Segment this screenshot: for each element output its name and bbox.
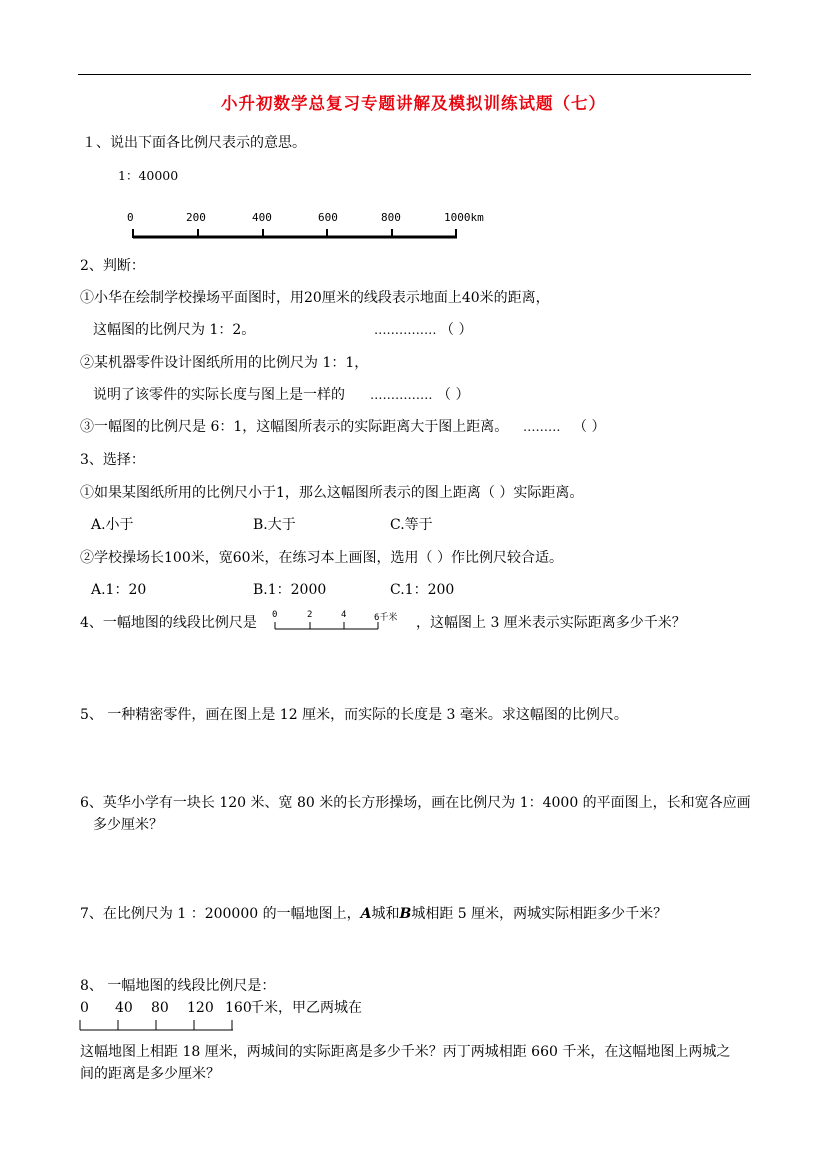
q4-text-after: ，这幅图上 3 厘米表示实际距离多少千米？ <box>416 615 686 631</box>
q2-item3-text: ③一幅图的比例尺是 6：1，这幅图所表示的实际距离大于图上距离。 <box>80 419 509 435</box>
q2-item1-answer-paren[interactable]: （ ） <box>440 322 473 338</box>
q2-item2-answer-paren[interactable]: （ ） <box>437 387 470 403</box>
q4-scale-label-6km: 6千米 <box>374 613 398 623</box>
q2-item1-line1: ①小华在绘制学校操场平面图时，用20厘米的线段表示地面上40米的距离， <box>80 290 550 306</box>
q2-item1-line2: 这幅图的比例尺为 1：2。 <box>93 322 256 338</box>
q2-item3-answer-paren[interactable]: （ ） <box>573 419 606 435</box>
q3-item2-text: ②学校操场长100米，宽60米，在练习本上画图，选用（ ）作比例尺较合适。 <box>80 550 563 566</box>
q2-heading: 2、判断： <box>80 258 145 274</box>
q8-scale-suffix: 千米，甲乙两城在 <box>250 1000 362 1016</box>
q3-item1-text: ①如果某图纸所用的比例尺小于1，那么这幅图所表示的图上距离（ ）实际距离。 <box>80 485 584 501</box>
page-title: 小升初数学总复习专题讲解及模拟训练试题（七） <box>221 94 606 113</box>
q1-scale-label-0: 0 <box>127 211 134 224</box>
q3-item1-option-a[interactable]: A.小于 <box>91 517 134 533</box>
q3-heading: 3、选择： <box>80 452 145 468</box>
q1-text: １、说出下面各比例尺表示的意思。 <box>82 135 306 151</box>
q3-item1-option-b[interactable]: B.大于 <box>253 517 296 533</box>
q8-scale-label-80: 80 <box>151 1000 169 1016</box>
q1-ratio: 1：40000 <box>118 168 179 183</box>
q2-item2-dots: …………… <box>370 387 433 402</box>
q8-scale-label-0: 0 <box>80 1000 89 1016</box>
q2-item1-dots: …………… <box>374 322 437 337</box>
q7-text-mid: 城和 <box>371 906 400 922</box>
q7-city-b: B <box>399 906 412 922</box>
q1-scale-label-600: 600 <box>318 211 338 224</box>
q8-scale-label-160: 160 <box>225 1000 252 1016</box>
q1-scale-label-800: 800 <box>381 211 401 224</box>
q5-text: 5、 一种精密零件，画在图上是 12 厘米，而实际的长度是 3 毫米。求这幅图的比例尺。 <box>80 707 628 723</box>
q3-item2-option-b[interactable]: B.1：2000 <box>253 582 327 598</box>
q7-text-after: 城相距 5 厘米，两城实际相距多少千米？ <box>411 906 668 922</box>
q4-scale-label-4: 4 <box>341 610 347 620</box>
q8-heading: 8、 一幅地图的线段比例尺是： <box>80 978 276 994</box>
q1-scale-label-1000km: 1000km <box>444 211 484 224</box>
q6-line2: 多少厘米？ <box>93 817 163 833</box>
q7-city-a: A <box>360 906 372 922</box>
q8-scale-label-120: 120 <box>187 1000 214 1016</box>
q7-text-before: 7、在比例尺为 1 ：200000 的一幅地图上， <box>80 906 361 922</box>
q2-item3-dots: ……… <box>523 419 561 434</box>
q6-line1: 6、英华小学有一块长 120 米、宽 80 米的长方形操场，画在比例尺为 1：4000 的平面图上，长和宽各应画 <box>80 795 751 811</box>
q4-scale-label-2: 2 <box>307 610 313 620</box>
q1-scale-label-200: 200 <box>186 211 206 224</box>
q2-item2-line1: ②某机器零件设计图纸所用的比例尺为 1：1， <box>80 355 369 371</box>
q3-item1-option-c[interactable]: C.等于 <box>390 517 433 533</box>
q8-line1: 这幅地图上相距 18 厘米，两城间的实际距离是多少千米？丙丁两城相距 660 千米，在这幅地图上两城之 <box>80 1044 731 1060</box>
q4-text-before: 4、一幅地图的线段比例尺是 <box>80 615 257 631</box>
q3-item2-option-c[interactable]: C.1：200 <box>390 582 455 598</box>
q8-scale-label-40: 40 <box>115 1000 133 1016</box>
q2-item2-line2: 说明了该零件的实际长度与图上是一样的 <box>93 387 345 403</box>
q8-line2: 间的距离是多少厘米？ <box>80 1066 220 1082</box>
q3-item2-option-a[interactable]: A.1：20 <box>91 582 147 598</box>
q1-scale-label-400: 400 <box>252 211 272 224</box>
q4-scale-label-0: 0 <box>272 610 278 620</box>
